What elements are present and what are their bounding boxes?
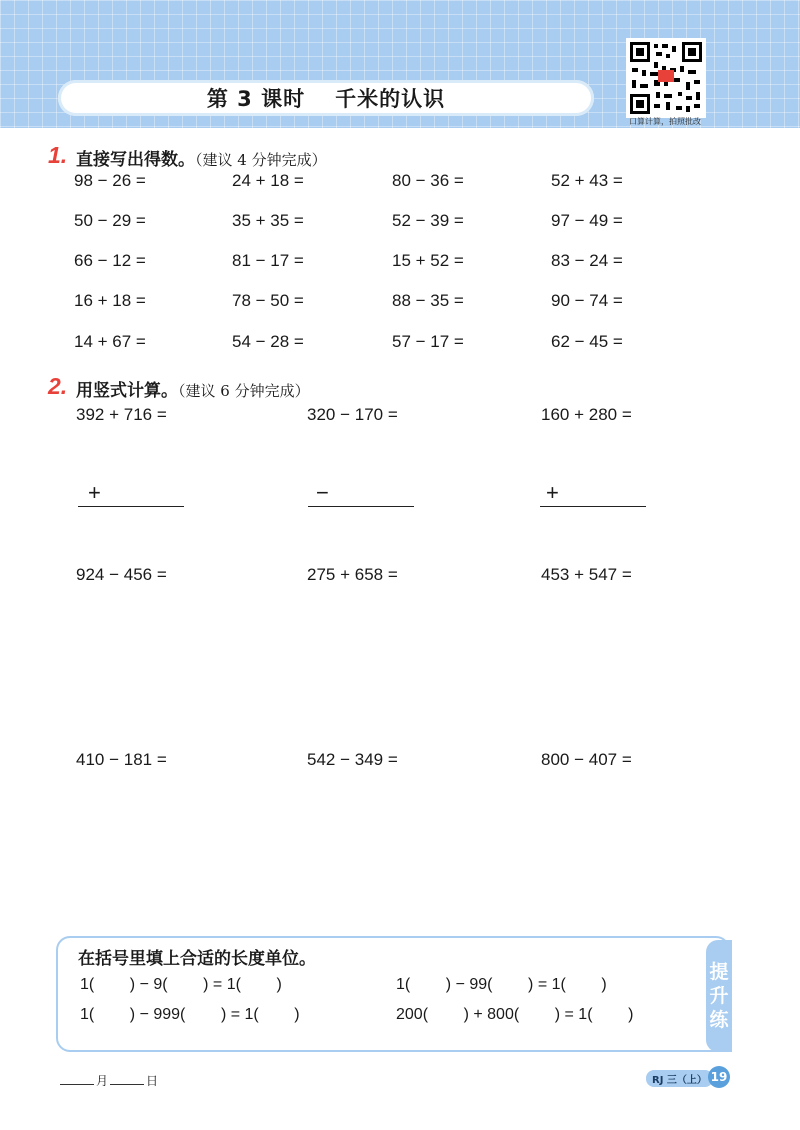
tab-char: 提 — [709, 961, 729, 983]
oral-problem: 52 − 39 = — [392, 211, 464, 230]
plus-operator: + — [88, 480, 101, 505]
advanced-practice-tab — [706, 940, 732, 1052]
vertical-problem: 924 − 456 = — [76, 565, 167, 584]
tab-char: 升 — [709, 985, 729, 1007]
oral-problem: 98 − 26 = — [74, 171, 146, 190]
answer-line — [78, 506, 184, 507]
month-label: 月 — [96, 1074, 109, 1088]
page-number: 19 — [708, 1066, 730, 1088]
qr-label: 口算计算，拍照批改 — [629, 117, 701, 126]
section2-hint: （建议 6 分钟完成） — [178, 382, 310, 400]
section2-title — [76, 376, 310, 401]
lesson-number: 第 3 课时 — [206, 87, 306, 111]
vertical-problem: 542 − 349 = — [307, 750, 398, 769]
vertical-problem: 453 + 547 = — [541, 565, 632, 584]
fill-blank-row[interactable]: 1( ) − 999( ) = 1( ) — [80, 1006, 300, 1023]
vertical-problem: 410 − 181 = — [76, 750, 167, 769]
day-blank[interactable] — [110, 1084, 144, 1085]
section2-number: 2. — [48, 373, 68, 399]
vertical-problem: 392 + 716 = — [76, 405, 167, 424]
lesson-title-bar — [58, 80, 594, 116]
fill-blank-row[interactable]: 1( ) − 9( ) = 1( ) — [80, 976, 282, 993]
answer-line — [540, 506, 646, 507]
section1-title — [76, 145, 327, 170]
tab-char: 练 — [709, 1009, 729, 1031]
vertical-problem: 160 + 280 = — [541, 405, 632, 424]
minus-operator: − — [316, 480, 329, 505]
oral-problem: 83 − 24 = — [551, 251, 623, 270]
fill-blank-row[interactable]: 1( ) − 99( ) = 1( ) — [396, 976, 607, 993]
fill-blank-row[interactable]: 200( ) + 800( ) = 1( ) — [396, 1006, 634, 1023]
month-blank[interactable] — [60, 1084, 94, 1085]
vertical-problem: 320 − 170 = — [307, 405, 398, 424]
edition-tag: RJ 三（上） — [646, 1070, 713, 1087]
oral-problem: 57 − 17 = — [392, 332, 464, 351]
oral-problem: 35 + 35 = — [232, 211, 304, 230]
day-label: 日 — [146, 1074, 159, 1088]
section1-number: 1. — [48, 142, 68, 168]
plus-operator: + — [546, 480, 559, 505]
date-field[interactable] — [58, 1072, 158, 1089]
oral-problem: 88 − 35 = — [392, 291, 464, 310]
oral-problem: 54 − 28 = — [232, 332, 304, 351]
oral-problem: 24 + 18 = — [232, 171, 304, 190]
oral-problem: 90 − 74 = — [551, 291, 623, 310]
section1-title-text: 直接写出得数。 — [76, 150, 195, 170]
section1-hint: （建议 4 分钟完成） — [195, 151, 327, 169]
vertical-problem: 800 − 407 = — [541, 750, 632, 769]
vertical-problem: 275 + 658 = — [307, 565, 398, 584]
oral-problem: 50 − 29 = — [74, 211, 146, 230]
oral-problem: 97 − 49 = — [551, 211, 623, 230]
oral-problem: 16 + 18 = — [74, 291, 146, 310]
qr-code-icon[interactable] — [626, 38, 706, 118]
answer-line — [308, 506, 414, 507]
bonus-title: 在括号里填上合适的长度单位。 — [78, 949, 316, 969]
lesson-title: 千米的认识 — [335, 87, 446, 111]
oral-problem: 78 − 50 = — [232, 291, 304, 310]
oral-problem: 62 − 45 = — [551, 332, 623, 351]
oral-problem: 15 + 52 = — [392, 251, 464, 270]
oral-problem: 52 + 43 = — [551, 171, 623, 190]
oral-problem: 14 + 67 = — [74, 332, 146, 351]
oral-problem: 66 − 12 = — [74, 251, 146, 270]
oral-problem: 80 − 36 = — [392, 171, 464, 190]
section2-title-text: 用竖式计算。 — [76, 381, 178, 401]
oral-problem: 81 − 17 = — [232, 251, 304, 270]
